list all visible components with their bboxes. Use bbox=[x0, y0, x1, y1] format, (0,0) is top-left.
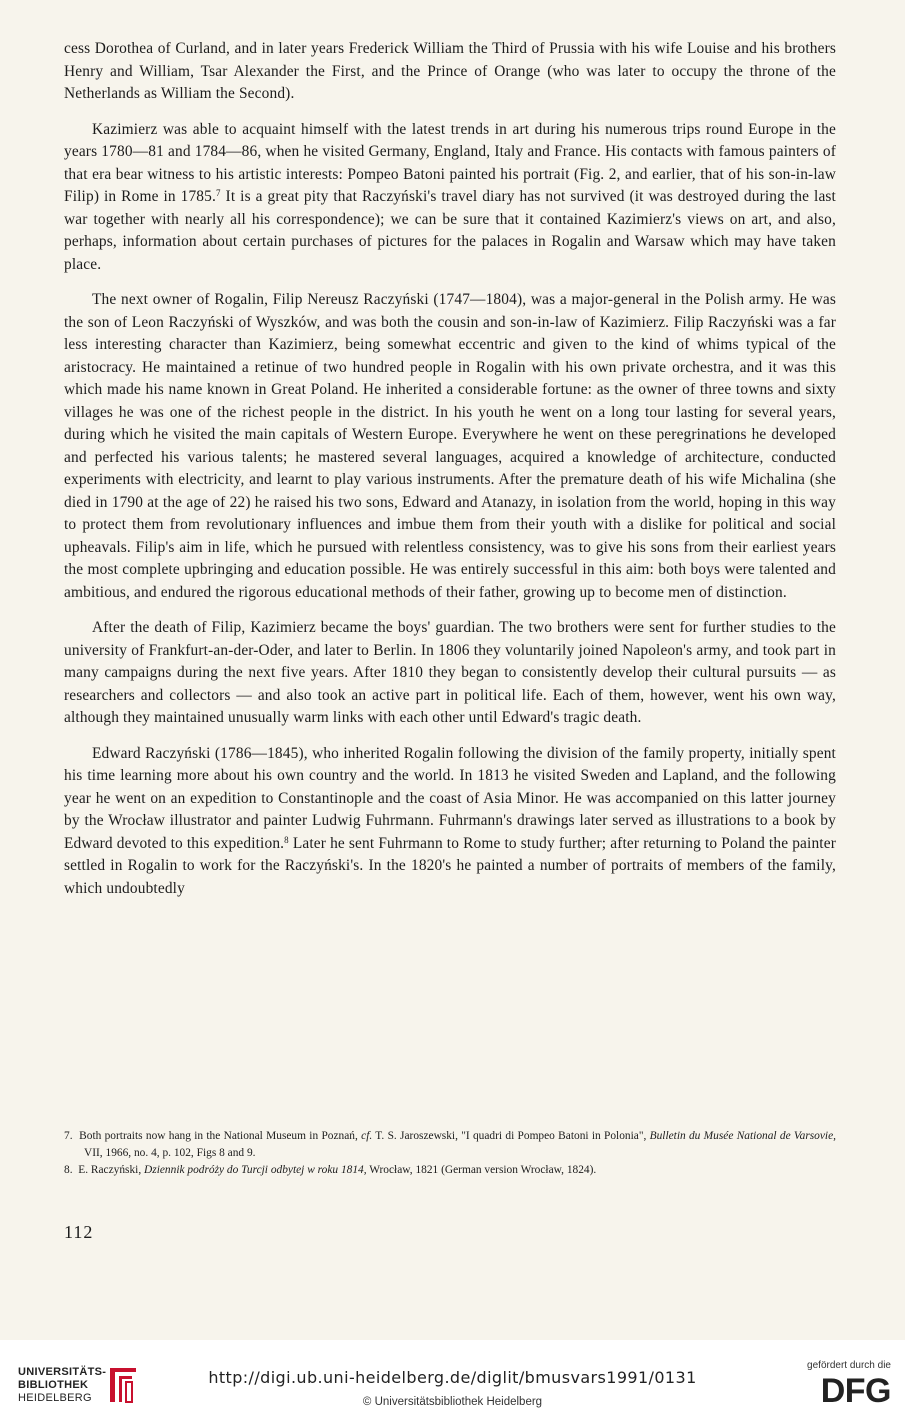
footnote-7-cf: cf. bbox=[361, 1130, 373, 1142]
footnote-ref-8[interactable]: 8 bbox=[284, 834, 289, 845]
viewer-footer bbox=[0, 1340, 905, 1421]
footnote-ref-7[interactable]: 7 bbox=[216, 188, 221, 198]
paragraph-1: cess Dorothea of Curland, and in later years Frederick William the Third of Prussia with his wife Louise and his brothers Henry and William, Tsar Alexander the First, and the Prince of Orange (who was later to occupy the throne of the Netherlands as William the Second). bbox=[64, 40, 836, 102]
paragraph-2-text: Kazimierz was able to acquaint himself with the latest trends in art during his numerous trips round Europe in the years 1780—81 and 1784—86, when he visited Germany, England, Italy and France. His contacts with famous painters of that era bear witness to his artistic interests: Pompeo Batoni painted his portrait (Fig. 2, and earlier, that of his son-in-law Filip) in Rome in 1785. bbox=[64, 120, 836, 205]
copyright-notice: © Universitätsbibliothek Heidelberg bbox=[362, 1396, 543, 1408]
footnote-8-title: Dziennik podróży do Turcji odbytej w roku 1814, bbox=[144, 1164, 367, 1176]
paragraph-2-continued: It is a great pity that Raczyński's travel diary has not survived (it was destroyed during the last war together with nearly all his correspondence); we can be sure that it contained Kazimierz's views on art, and also, perhaps, information about certain purchases of pictures for the palaces in Rogalin and Warsaw which may have taken place. bbox=[64, 188, 836, 273]
footnote-8-author: E. Raczyński, bbox=[78, 1164, 145, 1176]
footnote-7-text: Both portraits now hang in the National Museum in Poznań, bbox=[79, 1130, 362, 1142]
funded-by-label: gefördert durch die bbox=[807, 1360, 891, 1371]
library-name-line-1: UNIVERSITÄTS- bbox=[18, 1366, 107, 1378]
footnote-8 bbox=[64, 1162, 836, 1179]
body-text bbox=[64, 38, 836, 913]
library-name-line-2: BIBLIOTHEK bbox=[18, 1379, 89, 1391]
paragraph-2 bbox=[64, 119, 836, 277]
footnote-8-number: 8. bbox=[64, 1164, 73, 1176]
footnote-8-details: Wrocław, 1821 (German version Wrocław, 1824). bbox=[366, 1164, 597, 1176]
dfg-logo[interactable] bbox=[809, 1360, 891, 1416]
permalink-url[interactable]: http://digi.ub.uni-heidelberg.de/diglit/bmusvars1991/0131 bbox=[208, 1368, 697, 1387]
paragraph-5 bbox=[64, 743, 836, 901]
paragraph-5-continued: Later he sent Fuhrmann to Rome to study further; after returning to Poland the painter settled in Rogalin to work for the Raczyński's. In the 1820's he painted a number of portraits of members of the family, which undoubtedly bbox=[64, 834, 836, 897]
footnote-7-number: 7. bbox=[64, 1130, 73, 1142]
footnote-7-details: VII, 1966, no. 4, p. 102, Figs 8 and 9. bbox=[84, 1147, 256, 1159]
page-number: 112 bbox=[64, 1222, 94, 1242]
footnote-7-journal: Bulletin du Musée National de Varsovie, bbox=[649, 1130, 837, 1142]
paragraph-3: The next owner of Rogalin, Filip Nereusz Raczyński (1747—1804), was a major-general in the Polish army. He was the son of Leon Raczyński of Wyszków, and was both the cousin and son-in-law of Kazimierz. Filip Raczyński was a far less interesting character than Kazimierz, being somewhat eccentric and given to the kind of whims typical of the aristocracy. He maintained a retinue of two hundred people in Rogalin with his own private orchestra, and it was this which made his name known in Great Poland. He inherited a considerable fortune: as the owner of three towns and sixty villages he was one of the richest people in the district. In his youth he went on a long tour lasting for several years, during which he visited the main capitals of Western Europe. Everywhere he went on these peregrinations he developed and perfected his various talents; he mastered several languages, acquired a knowledge of architecture, conducted experiments with electricity, and learnt to play various instruments. After the premature death of his wife Michalina (she died in 1790 at the age of 22) he raised his two sons, Edward and Atanazy, in isolation from the world, hoping in this way to protect them from revolutionary influences and imbue them from their youth with a dislike for political and social upheavals. Filip's aim in life, which he pursued with relentless consistency, was to give his sons from their earliest years the most complete upbringing and education possible. He was entirely successful in this aim: both boys were talented and ambitious, and endured the rigorous educational methods of their father, growing up to become men of distinction. bbox=[64, 291, 836, 601]
paragraph-4: After the death of Filip, Kazimierz became the boys' guardian. The two brothers were sent for further studies to the university of Frankfurt-an-der-Oder, and later to Berlin. In 1806 they voluntarily joined Napoleon's army, and took part in many campaigns during the next five years. After 1810 they began to consistently develop their cultural pursuits — as researchers and collectors — and also took an active part in political life. Each of them, however, went his own way, although they maintained unusually warm links with each other until Edward's tragic death. bbox=[64, 619, 836, 726]
footnotes bbox=[64, 1128, 836, 1179]
footnote-7-citation: T. S. Jaroszewski, "I quadri di Pompeo Batoni in Polonia", bbox=[372, 1130, 650, 1142]
footnote-7 bbox=[64, 1128, 836, 1162]
dfg-wordmark: DFG bbox=[820, 1372, 891, 1410]
library-name-line-3: HEIDELBERG bbox=[18, 1392, 92, 1404]
paragraph-5-text: Edward Raczyński (1786—1845), who inherited Rogalin following the division of the family property, initially spent his time learning more about his own country and the world. In 1813 he visited Sweden and Lapland, and the following year he went on an expedition to Constantinople and the coast of Asia Minor. He was accompanied on this latter journey by the Wrocław illustrator and painter Ludwig Fuhrmann. Fuhrmann's drawings later served as illustrations to a book by Edward devoted to this expedition. bbox=[64, 744, 836, 852]
